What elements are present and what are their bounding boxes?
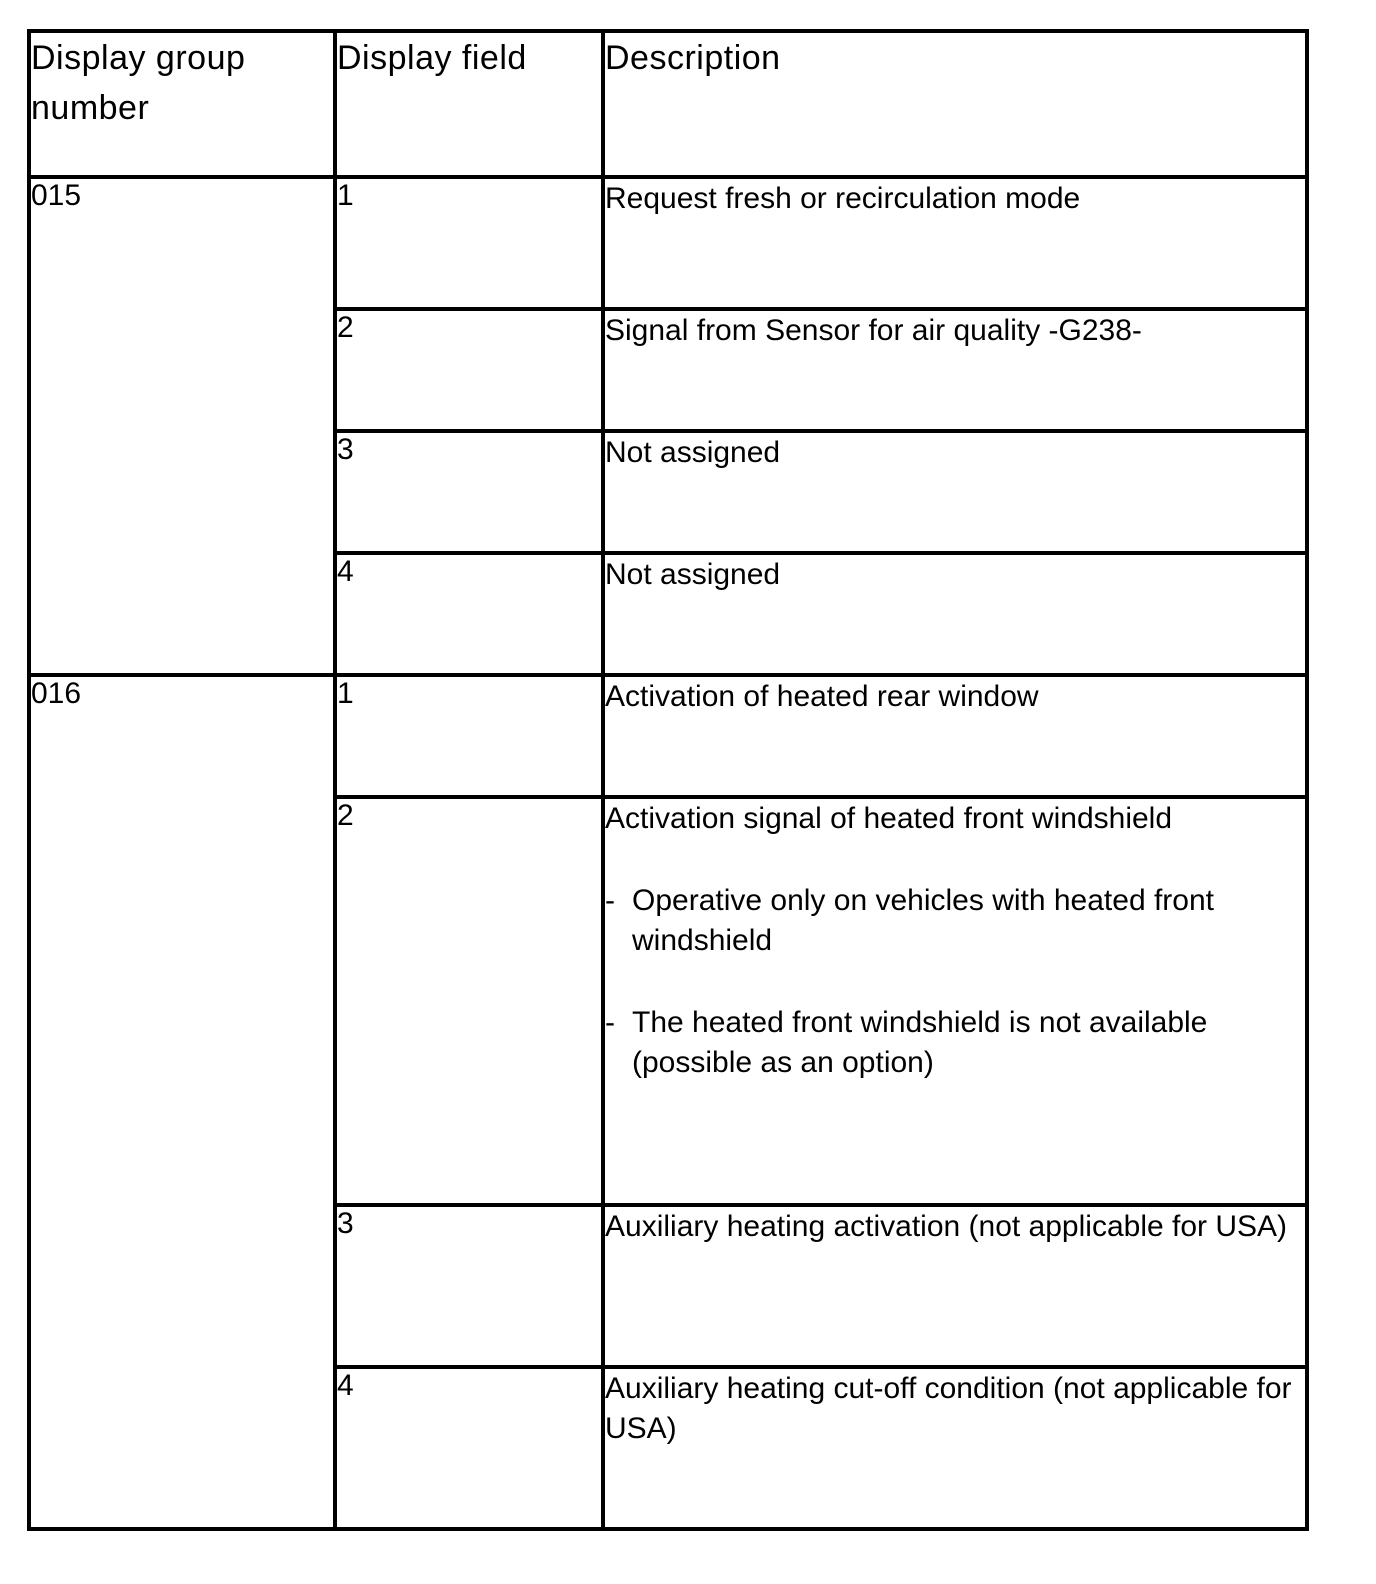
header-description: Description <box>603 31 1307 177</box>
field-number: 4 <box>335 553 603 675</box>
table-row <box>29 177 1307 309</box>
field-number: 4 <box>335 1367 603 1529</box>
dash-mark: - <box>605 884 615 917</box>
field-description: Auxiliary heating activation (not applicable for USA) <box>603 1205 1307 1367</box>
field-description: Activation signal of heated front windshield <box>605 802 1173 835</box>
field-number: 1 <box>335 177 603 309</box>
group-number-015: 015 <box>29 177 335 675</box>
bullet-item <box>605 881 1305 961</box>
field-description: Request fresh or recirculation mode <box>603 177 1307 309</box>
header-row <box>29 31 1307 177</box>
bullet-text: The heated front windshield is not available (possible as an option) <box>632 1006 1208 1079</box>
spacer <box>605 961 1305 1003</box>
field-description: Not assigned <box>603 431 1307 553</box>
header-display-group-number <box>29 31 335 177</box>
header-display-field: Display field <box>335 31 603 177</box>
field-number: 3 <box>335 431 603 553</box>
dash-mark: - <box>605 1006 615 1039</box>
field-number: 2 <box>335 309 603 431</box>
field-number: 3 <box>335 1205 603 1367</box>
field-description: Signal from Sensor for air quality -G238- <box>603 309 1307 431</box>
field-number: 1 <box>335 675 603 797</box>
display-group-table <box>27 29 1309 1531</box>
table-row <box>29 675 1307 797</box>
group-number-016: 016 <box>29 675 335 1529</box>
spacer <box>605 839 1305 881</box>
bullet-text: Operative only on vehicles with heated front windshield <box>632 884 1214 957</box>
field-description: Not assigned <box>603 553 1307 675</box>
field-number: 2 <box>335 797 603 1205</box>
header-group-line-1: Display group <box>31 39 246 77</box>
field-description-multi <box>603 797 1307 1205</box>
field-description: Auxiliary heating cut-off condition (not applicable for USA) <box>603 1367 1307 1529</box>
header-group-line-2: number <box>31 89 150 127</box>
bullet-item <box>605 1003 1305 1083</box>
field-description: Activation of heated rear window <box>603 675 1307 797</box>
